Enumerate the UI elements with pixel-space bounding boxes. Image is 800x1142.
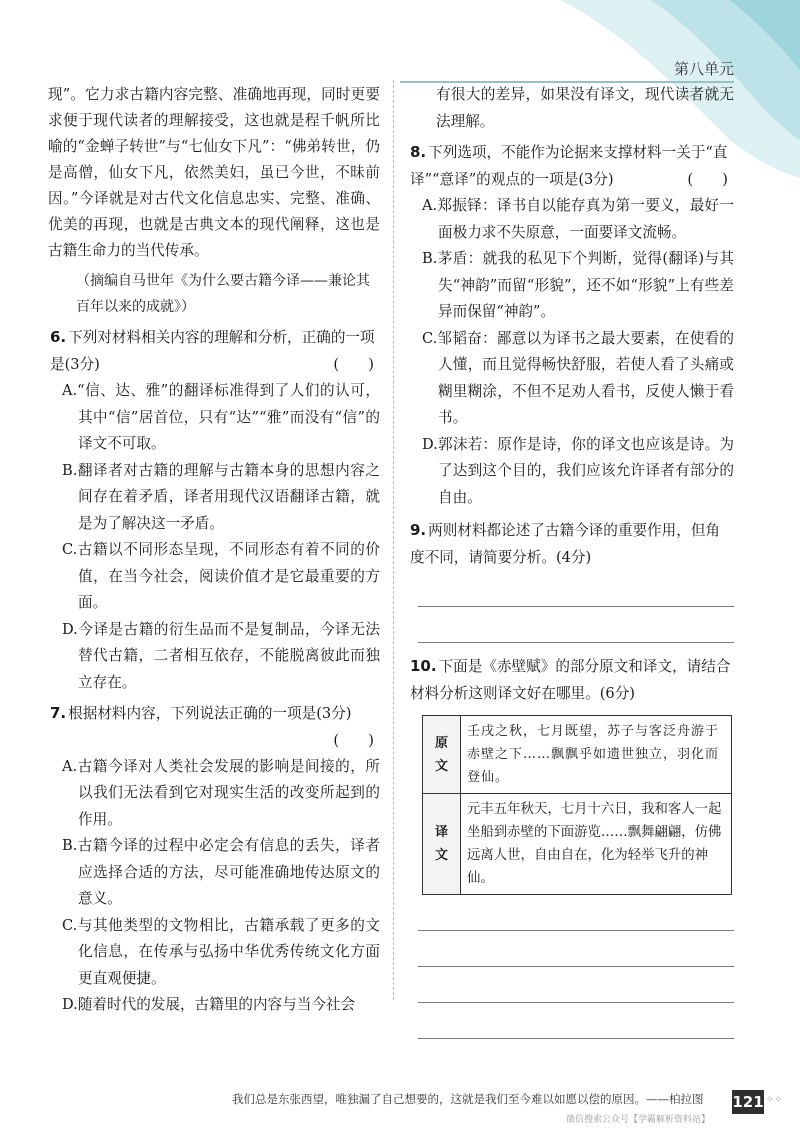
translation-table [422,715,732,895]
answer-paren[interactable]: ( ) [333,355,374,373]
answer-line[interactable] [418,571,734,607]
option-d-continuation: 有很大的差异，如果没有译文，现代读者就无法理解。 [436,86,734,130]
question-7-stem: 7. 根据材料内容，下列说法正确的一项是(3分) [50,704,352,722]
option-b[interactable]: B.茅盾：就我的私见下个判断，觉得(翻译)与其失“神韵”而留“形貌”，还不如“形貌”上有些差异而保留“神韵”。 [422,250,734,320]
question-number: 8. [410,143,427,161]
question-number: 7. [50,704,67,722]
column-divider [393,80,394,1000]
option-c[interactable]: C.邹韬奋：鄙意以为译书之最大要素，在使看的人懂，而且觉得畅快舒服，若使人看了头痛或糊里糊涂，不但不足劝人看书，反使人懒于看书。 [422,329,734,426]
question-9-stem: 9. 两则材料都论述了古籍今译的重要作用，但角度不同，请简要分析。(4分) [410,521,721,566]
answer-line[interactable] [418,1003,734,1039]
page-dots-decoration: ⁘⁘ [766,1095,784,1105]
option-c[interactable]: C.古籍以不同形态呈现，不同形态有着不同的价值，在当今社会，阅读价值才是它最重要的方面。 [62,541,380,611]
question-7 [48,700,380,1019]
option-a[interactable]: A.郑振铎：译书自以能存真为第一要义，最好一面极力求不失原意，一面要译文流畅。 [422,197,734,241]
answer-line[interactable] [418,931,734,967]
answer-paren[interactable]: ( ) [687,170,728,188]
table-row [423,716,732,794]
question-10 [408,653,734,1039]
question-6-stem: 6. 下列对材料相关内容的理解和分析，正确的一项是(3分) ( ) [48,324,380,378]
table-row [423,794,732,895]
original-label: 原文 [423,716,461,794]
page-number: 121 [732,1090,764,1114]
question-6 [48,324,380,696]
answer-line[interactable] [418,895,734,931]
answer-line[interactable] [418,607,734,643]
answer-line[interactable] [418,967,734,1003]
option-d[interactable]: D.今译是古籍的衍生品而不是复制品，今译无法替代古籍，二者相互依存，不能脱离彼此而独立存在。 [62,620,380,691]
option-d[interactable]: D.郭沫若：原作是诗，你的译文也应该是诗。为了达到这个目的，我们应该允许译者有部分的自由。 [422,435,734,506]
question-number: 10. [410,657,437,675]
translation-label: 译文 [423,794,461,895]
translation-text: 元丰五年秋天，七月十六日，我和客人一起坐船到赤壁的下面游览……飘舞翩翩，仿佛远离人世，自由自在，化为轻举飞升的神仙。 [461,794,732,895]
question-8-stem: 8. 下列选项，不能作为论据来支撑材料一关于“直译”“意译”的观点的一项是(3分) ( ) [408,139,734,193]
option-b[interactable]: B.翻译者对古籍的理解与古籍本身的思想内容之间存在着矛盾，译者用现代汉语翻译古籍，就是为了解决这一矛盾。 [62,461,380,532]
option-d[interactable]: D.随着时代的发展，古籍里的内容与当今社会 [62,996,356,1013]
option-a[interactable]: A.“信、达、雅”的翻译标准得到了人们的认可，其中“信”居首位，只有“达”“雅”而没有“信”的译文不可取。 [62,382,380,452]
option-c[interactable]: C.与其他类型的文物相比，古籍承载了更多的文化信息，在传承与弘扬中华优秀传统文化方面更直观便捷。 [62,916,380,987]
footer-watermark-text: 微信搜索公众号【学霸解析资料站】 [566,1115,711,1125]
left-column [48,82,380,1019]
question-8 [408,139,734,511]
option-a[interactable]: A.古籍今译对人类社会发展的影响是间接的，所以我们无法看到它对现实生活的改变所起到的作用。 [62,757,380,828]
passage-source: （摘编自马世年《为什么要古籍今译——兼论其百年以来的成就》） [76,273,370,315]
right-column [408,82,734,1039]
option-b[interactable]: B.古籍今译的过程中必定会有信息的丢失，译者应选择合适的方法，尽可能准确地传达原文的意义。 [62,837,380,907]
question-9 [408,517,734,643]
original-text: 壬戌之秋，七月既望，苏子与客泛舟游于赤壁之下……飘飘乎如遗世独立，羽化而登仙。 [461,716,732,794]
passage-text: 现”。它力求古籍内容完整、准确地再现，同时更要求便于现代读者的理解接受，这也就是程千帆所比喻的“金蝉子转世”与“七仙女下凡”：“佛弟转世，仍是高僧，仙女下凡，依然美妇，虽已今世，不昧前因。”今译就是对古代文化信息忠实、完整、准确、优美的再现，也就是古典文本的现代阐释，这也是古籍生命力的当代传承。 [48,86,380,259]
question-10-stem: 10. 下面是《赤壁赋》的部分原文和译文，请结合材料分析这则译文好在哪里。(6分) [410,657,731,702]
question-number: 9. [410,521,427,539]
answer-paren[interactable]: ( ) [333,731,374,749]
question-number: 6. [50,328,67,346]
unit-label: 第八单元 [673,60,734,78]
footer-quote: 我们总是东张西望，唯独漏了自己想要的，这就是我们至今难以如愿以偿的原因。——柏拉图 [232,1092,704,1106]
